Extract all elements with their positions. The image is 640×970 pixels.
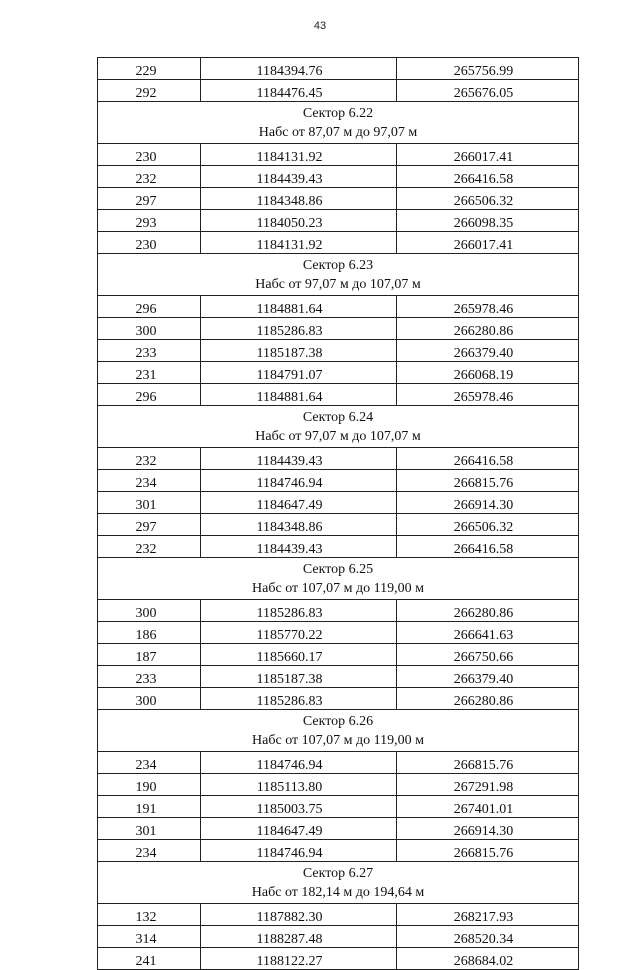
point-number: 232: [98, 448, 201, 470]
sector-header-cell: [98, 406, 579, 448]
point-number: 229: [98, 58, 201, 80]
table-row: [98, 904, 579, 926]
y-coordinate: 266379.40: [397, 666, 579, 688]
y-coordinate: 265676.05: [397, 80, 579, 102]
table-row: [98, 666, 579, 688]
x-coordinate: 1185113.80: [201, 774, 397, 796]
table-row: [98, 622, 579, 644]
x-coordinate: 1184439.43: [201, 166, 397, 188]
y-coordinate: 266017.41: [397, 232, 579, 254]
elevation-range: Набс от 97,07 м до 107,07 м: [255, 276, 421, 292]
table-row: [98, 448, 579, 470]
x-coordinate: 1185286.83: [201, 688, 397, 710]
x-coordinate: 1185286.83: [201, 600, 397, 622]
y-coordinate: 265978.46: [397, 296, 579, 318]
y-coordinate: 266506.32: [397, 188, 579, 210]
table-row: [98, 688, 579, 710]
y-coordinate: 266416.58: [397, 536, 579, 558]
table-row: [98, 514, 579, 536]
sector-title: Сектор 6.23: [302, 257, 374, 273]
sector-header-cell: [98, 710, 579, 752]
x-coordinate: 1184439.43: [201, 536, 397, 558]
x-coordinate: 1184746.94: [201, 752, 397, 774]
point-number: 300: [98, 688, 201, 710]
table-row: [98, 210, 579, 232]
table-row: [98, 840, 579, 862]
point-number: 187: [98, 644, 201, 666]
x-coordinate: 1185187.38: [201, 340, 397, 362]
x-coordinate: 1184647.49: [201, 818, 397, 840]
y-coordinate: 266416.58: [397, 448, 579, 470]
table-row: [98, 470, 579, 492]
y-coordinate: 266815.76: [397, 470, 579, 492]
page-number: 43: [313, 20, 327, 32]
y-coordinate: 266815.76: [397, 840, 579, 862]
x-coordinate: 1188287.48: [201, 926, 397, 948]
point-number: 296: [98, 296, 201, 318]
x-coordinate: 1184791.07: [201, 362, 397, 384]
x-coordinate: 1185187.38: [201, 666, 397, 688]
point-number: 190: [98, 774, 201, 796]
y-coordinate: 266280.86: [397, 600, 579, 622]
table-row: [98, 818, 579, 840]
sector-title: Сектор 6.25: [302, 561, 374, 577]
y-coordinate: 266017.41: [397, 144, 579, 166]
point-number: 232: [98, 166, 201, 188]
table-row: [98, 232, 579, 254]
sector-title: Сектор 6.24: [302, 409, 374, 425]
sector-title: Сектор 6.22: [302, 105, 374, 121]
point-number: 132: [98, 904, 201, 926]
x-coordinate: 1187882.30: [201, 904, 397, 926]
x-coordinate: 1185660.17: [201, 644, 397, 666]
x-coordinate: 1184439.43: [201, 448, 397, 470]
table-row: [98, 948, 579, 970]
x-coordinate: 1185286.83: [201, 318, 397, 340]
point-number: 241: [98, 948, 201, 970]
x-coordinate: 1184394.76: [201, 58, 397, 80]
elevation-range: Набс от 107,07 м до 119,00 м: [252, 732, 424, 748]
point-number: 234: [98, 840, 201, 862]
table-row: [98, 384, 579, 406]
point-number: 293: [98, 210, 201, 232]
table-row: [98, 600, 579, 622]
y-coordinate: 265756.99: [397, 58, 579, 80]
y-coordinate: 268684.02: [397, 948, 579, 970]
y-coordinate: 266098.35: [397, 210, 579, 232]
sector-header-row: [98, 862, 579, 904]
y-coordinate: 266280.86: [397, 318, 579, 340]
table-row: [98, 926, 579, 948]
elevation-range: Набс от 107,07 м до 119,00 м: [252, 580, 424, 596]
point-number: 314: [98, 926, 201, 948]
point-number: 230: [98, 232, 201, 254]
table-row: [98, 144, 579, 166]
y-coordinate: 266914.30: [397, 818, 579, 840]
x-coordinate: 1184746.94: [201, 840, 397, 862]
sector-header-cell: [98, 558, 579, 600]
table-row: [98, 80, 579, 102]
point-number: 231: [98, 362, 201, 384]
point-number: 191: [98, 796, 201, 818]
table-row: [98, 492, 579, 514]
point-number: 233: [98, 666, 201, 688]
y-coordinate: 267401.01: [397, 796, 579, 818]
x-coordinate: 1184131.92: [201, 232, 397, 254]
point-number: 300: [98, 318, 201, 340]
y-coordinate: 266068.19: [397, 362, 579, 384]
y-coordinate: 268217.93: [397, 904, 579, 926]
y-coordinate: 266641.63: [397, 622, 579, 644]
table-row: [98, 340, 579, 362]
x-coordinate: 1184348.86: [201, 514, 397, 536]
x-coordinate: 1188122.27: [201, 948, 397, 970]
point-number: 301: [98, 492, 201, 514]
elevation-range: Набс от 182,14 м до 194,64 м: [251, 884, 425, 900]
y-coordinate: 266506.32: [397, 514, 579, 536]
coordinates-table-body: [98, 58, 579, 970]
x-coordinate: 1185770.22: [201, 622, 397, 644]
point-number: 300: [98, 600, 201, 622]
sector-header-cell: [98, 254, 579, 296]
table-row: [98, 296, 579, 318]
sector-header-row: [98, 102, 579, 144]
elevation-range: Набс от 97,07 м до 107,07 м: [255, 428, 421, 444]
point-number: 233: [98, 340, 201, 362]
point-number: 301: [98, 818, 201, 840]
x-coordinate: 1184881.64: [201, 384, 397, 406]
table-row: [98, 362, 579, 384]
coordinates-table: [97, 57, 579, 970]
point-number: 234: [98, 470, 201, 492]
table-row: [98, 774, 579, 796]
table-row: [98, 796, 579, 818]
table-row: [98, 318, 579, 340]
sector-header-row: [98, 710, 579, 752]
y-coordinate: 267291.98: [397, 774, 579, 796]
sector-header-row: [98, 406, 579, 448]
sector-header-row: [98, 254, 579, 296]
point-number: 297: [98, 188, 201, 210]
table-row: [98, 188, 579, 210]
x-coordinate: 1184476.45: [201, 80, 397, 102]
x-coordinate: 1185003.75: [201, 796, 397, 818]
x-coordinate: 1184881.64: [201, 296, 397, 318]
sector-title: Сектор 6.26: [302, 713, 374, 729]
x-coordinate: 1184131.92: [201, 144, 397, 166]
elevation-range: Набс от 87,07 м до 97,07 м: [258, 124, 418, 140]
x-coordinate: 1184647.49: [201, 492, 397, 514]
point-number: 296: [98, 384, 201, 406]
point-number: 232: [98, 536, 201, 558]
table-row: [98, 752, 579, 774]
table-row: [98, 58, 579, 80]
y-coordinate: 266815.76: [397, 752, 579, 774]
point-number: 186: [98, 622, 201, 644]
sector-header-row: [98, 558, 579, 600]
y-coordinate: 265978.46: [397, 384, 579, 406]
sector-header-cell: [98, 102, 579, 144]
x-coordinate: 1184050.23: [201, 210, 397, 232]
x-coordinate: 1184348.86: [201, 188, 397, 210]
y-coordinate: 266379.40: [397, 340, 579, 362]
y-coordinate: 266280.86: [397, 688, 579, 710]
x-coordinate: 1184746.94: [201, 470, 397, 492]
point-number: 234: [98, 752, 201, 774]
sector-header-cell: [98, 862, 579, 904]
point-number: 292: [98, 80, 201, 102]
table-row: [98, 166, 579, 188]
y-coordinate: 266750.66: [397, 644, 579, 666]
table-row: [98, 644, 579, 666]
y-coordinate: 266914.30: [397, 492, 579, 514]
y-coordinate: 268520.34: [397, 926, 579, 948]
y-coordinate: 266416.58: [397, 166, 579, 188]
table-row: [98, 536, 579, 558]
point-number: 230: [98, 144, 201, 166]
point-number: 297: [98, 514, 201, 536]
sector-title: Сектор 6.27: [302, 865, 374, 881]
